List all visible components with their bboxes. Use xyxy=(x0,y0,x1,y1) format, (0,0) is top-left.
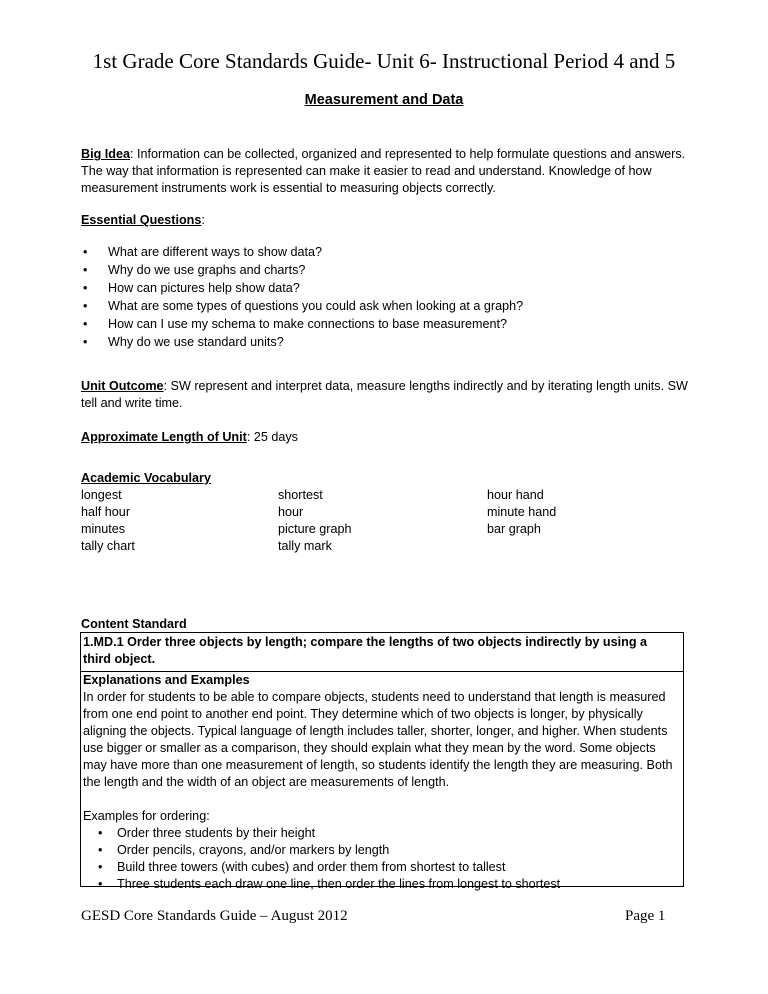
bullet-icon: • xyxy=(83,263,88,277)
question-text: What are different ways to show data? xyxy=(108,245,322,259)
unit-outcome-text: : SW represent and interpret data, measure lengths indirectly and by iterating length units. SW tell and write time. xyxy=(81,379,688,410)
example-text: Order three students by their height xyxy=(117,826,316,840)
explanations-heading: Explanations and Examples xyxy=(83,673,250,687)
list-item xyxy=(81,262,523,280)
bullet-icon: • xyxy=(98,826,103,840)
question-text: How can I use my schema to make connections to base measurement? xyxy=(108,317,507,331)
essential-questions-heading xyxy=(81,212,205,229)
document-title: Measurement and Data xyxy=(304,92,464,108)
spacer xyxy=(83,791,681,808)
example-text: Build three towers (with cubes) and order them from shortest to tallest xyxy=(117,860,506,874)
bullet-icon: • xyxy=(98,877,103,891)
list-item xyxy=(81,334,523,352)
question-text: What are some types of questions you could ask when looking at a graph? xyxy=(108,299,524,313)
bullet-icon: • xyxy=(98,843,103,857)
list-item xyxy=(83,859,681,876)
vocabulary-term: hour xyxy=(278,505,304,519)
essential-questions-label: Essential Questions xyxy=(81,213,202,227)
bullet-icon: • xyxy=(83,245,88,259)
essential-questions-colon: : xyxy=(201,213,205,227)
explanation-paragraph: In order for students to be able to compare objects, students need to understand that length is measured from one end point to another end point. They determine which of two objects is longer, by physically aligning the objects. Typical language of length includes taller, shorter, longer, and higher. When students use bigger or smaller as a comparison, they should explain what they mean by the word. Some objects may have more than one measurement of length, so students identify the length they are measuring. Both the length and the width of an object are measurements of length. xyxy=(83,690,673,789)
vocabulary-term: tally mark xyxy=(278,539,332,553)
list-item xyxy=(81,244,523,262)
unit-length-text: : 25 days xyxy=(246,430,298,444)
big-idea-paragraph xyxy=(81,146,691,197)
content-standard-heading: Content Standard xyxy=(81,617,187,631)
vocabulary-term: hour hand xyxy=(487,488,544,502)
vocabulary-label: Academic Vocabulary xyxy=(81,471,211,485)
content-standard-table xyxy=(80,632,684,891)
vocabulary-term: shortest xyxy=(278,488,323,502)
list-item xyxy=(81,316,523,334)
standard-text: 1.MD.1 Order three objects by length; compare the lengths of two objects indirectly by using a third object. xyxy=(83,635,648,666)
vocabulary-column-1 xyxy=(81,487,135,555)
question-text: How can pictures help show data? xyxy=(108,281,300,295)
unit-outcome-paragraph xyxy=(81,378,691,412)
essential-questions-list xyxy=(81,244,523,352)
vocabulary-term: picture graph xyxy=(278,522,352,536)
footer-left-text: GESD Core Standards Guide – August 2012 xyxy=(81,908,348,924)
question-text: Why do we use graphs and charts? xyxy=(108,263,306,277)
bullet-icon: • xyxy=(83,335,88,349)
unit-length-label: Approximate Length of Unit xyxy=(81,430,247,444)
bullet-icon: • xyxy=(83,299,88,313)
example-text: Three students each draw one line, then order the lines from longest to shortest xyxy=(117,877,561,891)
examples-heading: Examples for ordering: xyxy=(83,809,210,823)
example-text: Order pencils, crayons, and/or markers by length xyxy=(117,843,390,857)
list-item xyxy=(81,280,523,298)
vocabulary-term: minute hand xyxy=(487,505,557,519)
vocabulary-term: longest xyxy=(81,488,122,502)
question-text: Why do we use standard units? xyxy=(108,335,284,349)
bullet-icon: • xyxy=(83,281,88,295)
list-item xyxy=(83,842,681,859)
unit-outcome-label: Unit Outcome xyxy=(81,379,164,393)
vocabulary-term: bar graph xyxy=(487,522,541,536)
list-item xyxy=(83,825,681,842)
footer-page-number: Page 1 xyxy=(625,908,666,924)
explanations-row xyxy=(83,672,681,893)
big-idea-label: Big Idea xyxy=(81,147,130,161)
bullet-icon: • xyxy=(98,860,103,874)
bullet-icon: • xyxy=(83,317,88,331)
vocabulary-term: half hour xyxy=(81,505,131,519)
vocabulary-term: tally chart xyxy=(81,539,135,553)
vocabulary-heading xyxy=(81,470,211,487)
vocabulary-column-3 xyxy=(487,487,556,538)
vocabulary-term: minutes xyxy=(81,522,126,536)
vocabulary-column-2 xyxy=(278,487,352,555)
big-idea-text: : Information can be collected, organized and represented to help formulate questions and answers. The way that information is represented can make it easier to read and understand. Knowledge of how measurement instruments work is essential to measuring objects correctly. xyxy=(81,147,686,195)
page-header-title: 1st Grade Core Standards Guide- Unit 6- Instructional Period 4 and 5 xyxy=(92,49,676,73)
list-item xyxy=(81,298,523,316)
standard-row xyxy=(81,633,683,672)
list-item xyxy=(83,876,681,893)
unit-length-line xyxy=(81,429,298,446)
examples-list xyxy=(83,825,681,893)
